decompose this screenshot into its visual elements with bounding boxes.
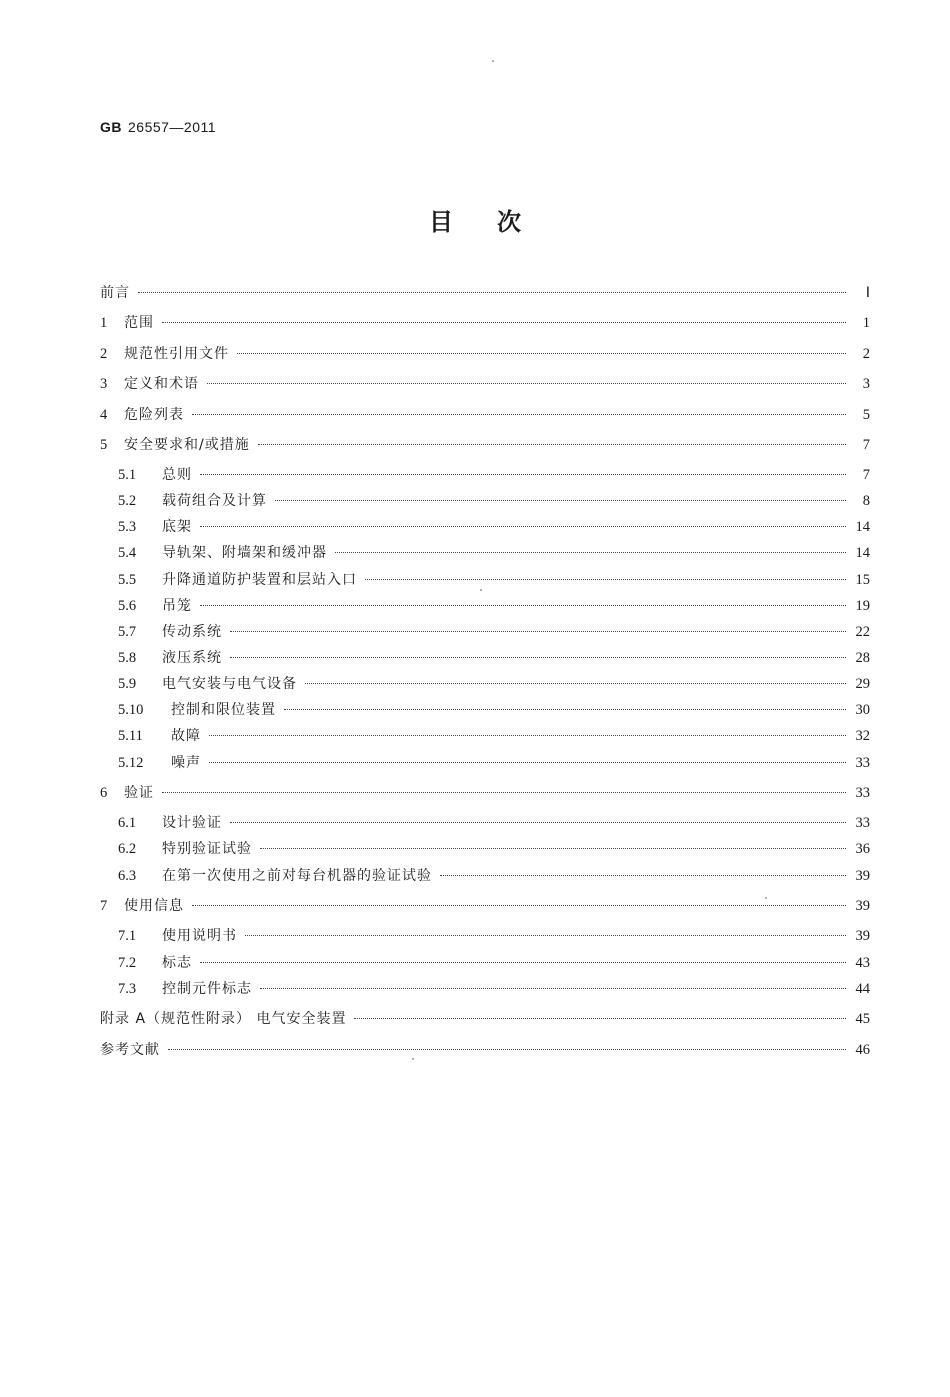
toc-entry[interactable] bbox=[100, 752, 870, 774]
toc-leader-dots bbox=[284, 709, 846, 710]
toc-entry-number: 7.1 bbox=[118, 928, 137, 944]
toc-entry-label: 在第一次使用之前对每台机器的验证试验 bbox=[162, 868, 432, 884]
toc-leader-dots bbox=[230, 822, 846, 823]
toc-leader-dots bbox=[192, 905, 846, 906]
toc-entry-page: 33 bbox=[855, 815, 870, 831]
toc-entry-label: 底架 bbox=[162, 519, 192, 535]
toc-entry-page: 19 bbox=[855, 598, 870, 614]
toc-entry[interactable] bbox=[100, 490, 870, 512]
toc-entry-number: 5.1 bbox=[118, 467, 137, 483]
toc-entry-number: 5 bbox=[100, 437, 108, 453]
toc-leader-dots bbox=[138, 292, 846, 293]
toc-entry-number: 5.8 bbox=[118, 650, 137, 666]
toc-entry-number: 2 bbox=[100, 346, 108, 362]
toc-entry[interactable] bbox=[100, 1039, 870, 1061]
toc-entry-label: 控制和限位装置 bbox=[171, 702, 276, 718]
page-title: 目次 bbox=[429, 208, 565, 236]
standard-prefix: GB bbox=[100, 119, 122, 135]
toc-entry-page: 46 bbox=[855, 1042, 870, 1058]
toc-entry-label: 定义和术语 bbox=[124, 376, 199, 392]
toc-entry-label: 载荷组合及计算 bbox=[162, 493, 267, 509]
standard-code bbox=[100, 119, 216, 135]
toc-entry-page: 29 bbox=[855, 676, 870, 692]
toc-entry-number: 5.3 bbox=[118, 519, 137, 535]
toc-entry-label: 故障 bbox=[171, 728, 201, 744]
toc-entry-page: 22 bbox=[855, 624, 870, 640]
toc-leader-dots bbox=[237, 353, 846, 354]
toc-entry[interactable] bbox=[100, 373, 870, 395]
toc-entry[interactable] bbox=[100, 978, 870, 1000]
toc-entry[interactable] bbox=[100, 952, 870, 974]
toc-entry-page: 1 bbox=[862, 315, 870, 331]
toc-entry-number: 4 bbox=[100, 407, 108, 423]
toc-entry-label: 特别验证试验 bbox=[162, 841, 252, 857]
toc-entry-number: 5.5 bbox=[118, 572, 137, 588]
toc-entry-label: 使用信息 bbox=[124, 898, 184, 914]
toc-leader-dots bbox=[207, 383, 846, 384]
toc-entry-label: 控制元件标志 bbox=[162, 981, 252, 997]
toc-leader-dots bbox=[260, 848, 846, 849]
standard-number: 26557—2011 bbox=[128, 119, 217, 135]
toc-entry-number: 6.3 bbox=[118, 868, 137, 884]
toc-entry-label: 传动系统 bbox=[162, 624, 222, 640]
toc-leader-dots bbox=[258, 444, 846, 445]
toc-entry-page: 33 bbox=[855, 785, 870, 801]
toc-leader-dots bbox=[245, 935, 846, 936]
toc-leader-dots bbox=[209, 735, 846, 736]
toc-leader-dots bbox=[200, 962, 846, 963]
scan-speck bbox=[492, 60, 494, 62]
toc-leader-dots bbox=[260, 988, 846, 989]
toc-leader-dots bbox=[230, 657, 846, 658]
toc-entry-label: 吊笼 bbox=[162, 598, 192, 614]
toc-entry[interactable] bbox=[100, 725, 870, 747]
toc-entry-page: 39 bbox=[855, 928, 870, 944]
toc-entry[interactable] bbox=[100, 343, 870, 365]
toc-entry-page: 28 bbox=[855, 650, 870, 666]
toc-entry-page: 39 bbox=[855, 898, 870, 914]
toc-entry-number: 5.7 bbox=[118, 624, 137, 640]
toc-entry-number: 1 bbox=[100, 315, 108, 331]
toc-entry-number: 6.1 bbox=[118, 815, 137, 831]
toc-entry[interactable] bbox=[100, 838, 870, 860]
toc-entry-number: 5.10 bbox=[118, 702, 144, 718]
toc-leader-dots bbox=[230, 631, 846, 632]
toc-entry[interactable] bbox=[100, 542, 870, 564]
toc-entry[interactable] bbox=[100, 895, 870, 917]
toc-entry[interactable] bbox=[100, 621, 870, 643]
toc-leader-dots bbox=[192, 414, 846, 415]
toc-entry-label: 验证 bbox=[124, 785, 154, 801]
toc-entry[interactable] bbox=[100, 782, 870, 804]
toc-entry-page: 3 bbox=[862, 376, 870, 392]
toc-entry[interactable] bbox=[100, 312, 870, 334]
toc-entry-label: 规范性引用文件 bbox=[124, 346, 229, 362]
toc-entry[interactable] bbox=[100, 404, 870, 426]
toc-leader-dots bbox=[354, 1018, 846, 1019]
toc-leader-dots bbox=[305, 683, 846, 684]
toc-entry-number: 7.3 bbox=[118, 981, 137, 997]
toc-entry-number: 5.11 bbox=[118, 728, 143, 744]
toc-entry-page: 33 bbox=[855, 755, 870, 771]
toc-entry[interactable] bbox=[100, 434, 870, 456]
toc-leader-dots bbox=[162, 792, 846, 793]
toc-entry-page: 15 bbox=[855, 572, 870, 588]
toc-entry-label: 参考文献 bbox=[100, 1042, 160, 1058]
toc-entry-label: 液压系统 bbox=[162, 650, 222, 666]
toc-entry-number: 5.6 bbox=[118, 598, 137, 614]
toc-entry-page: 8 bbox=[862, 493, 870, 509]
toc-entry-label: 总则 bbox=[162, 467, 192, 483]
toc-leader-dots bbox=[162, 322, 846, 323]
scan-speck bbox=[480, 589, 482, 591]
toc-entry-number: 6 bbox=[100, 785, 108, 801]
toc-entry-label: 范围 bbox=[124, 315, 154, 331]
toc-entry-label: 使用说明书 bbox=[162, 928, 237, 944]
toc-entry-page: 39 bbox=[855, 868, 870, 884]
toc-entry-number: 5.12 bbox=[118, 755, 144, 771]
toc-entry-label: 标志 bbox=[162, 955, 192, 971]
toc-entry-label: 设计验证 bbox=[162, 815, 222, 831]
toc-entry-page: 14 bbox=[855, 519, 870, 535]
toc-entry[interactable] bbox=[100, 569, 870, 591]
toc-leader-dots bbox=[335, 552, 846, 553]
toc-entry-page: 32 bbox=[855, 728, 870, 744]
toc-entry-page: 30 bbox=[855, 702, 870, 718]
toc-entry[interactable] bbox=[100, 595, 870, 617]
toc-entry-label: 导轨架、附墙架和缓冲器 bbox=[162, 545, 327, 561]
toc-entry-label: 前言 bbox=[100, 285, 130, 301]
toc-entry[interactable] bbox=[100, 812, 870, 834]
toc-entry-number: 7.2 bbox=[118, 955, 137, 971]
toc-entry-page: Ⅰ bbox=[865, 285, 870, 301]
toc-leader-dots bbox=[440, 875, 846, 876]
toc-entry-page: 44 bbox=[855, 981, 870, 997]
toc-entry-label: 升降通道防护装置和层站入口 bbox=[162, 572, 357, 588]
toc-entry-number: 7 bbox=[100, 898, 108, 914]
toc-entry-page: 7 bbox=[862, 437, 870, 453]
scan-speck bbox=[412, 1058, 414, 1060]
toc-entry-page: 2 bbox=[862, 346, 870, 362]
toc-entry[interactable] bbox=[100, 925, 870, 947]
scan-speck bbox=[765, 897, 767, 899]
toc-entry-number: 6.2 bbox=[118, 841, 137, 857]
toc-entry-label: 危险列表 bbox=[124, 407, 184, 423]
toc-entry[interactable] bbox=[100, 673, 870, 695]
toc-leader-dots bbox=[275, 500, 846, 501]
toc-entry-label: 安全要求和/或措施 bbox=[124, 437, 250, 453]
toc-entry[interactable] bbox=[100, 282, 870, 304]
toc-entry-page: 36 bbox=[855, 841, 870, 857]
toc-entry-label: 附录 A（规范性附录） 电气安全装置 bbox=[100, 1011, 347, 1027]
toc-entry[interactable] bbox=[100, 1008, 870, 1030]
toc-entry-number: 5.4 bbox=[118, 545, 137, 561]
toc-leader-dots bbox=[200, 605, 846, 606]
toc-entry-label: 电气安装与电气设备 bbox=[162, 676, 297, 692]
toc-entry-label: 噪声 bbox=[171, 755, 201, 771]
toc-entry[interactable] bbox=[100, 464, 870, 486]
toc-entry[interactable] bbox=[100, 647, 870, 669]
toc-entry-page: 14 bbox=[855, 545, 870, 561]
toc-leader-dots bbox=[168, 1049, 846, 1050]
toc-entry[interactable] bbox=[100, 516, 870, 538]
toc-entry-number: 5.9 bbox=[118, 676, 137, 692]
toc-entry-page: 7 bbox=[862, 467, 870, 483]
toc-leader-dots bbox=[365, 579, 846, 580]
toc-entry[interactable] bbox=[100, 699, 870, 721]
toc-entry-number: 5.2 bbox=[118, 493, 137, 509]
toc-leader-dots bbox=[200, 474, 846, 475]
toc-entry[interactable] bbox=[100, 865, 870, 887]
toc-entry-page: 5 bbox=[862, 407, 870, 423]
toc-entry-page: 45 bbox=[855, 1011, 870, 1027]
toc-entry-page: 43 bbox=[855, 955, 870, 971]
toc-leader-dots bbox=[209, 762, 846, 763]
toc-entry-number: 3 bbox=[100, 376, 108, 392]
toc-leader-dots bbox=[200, 526, 846, 527]
